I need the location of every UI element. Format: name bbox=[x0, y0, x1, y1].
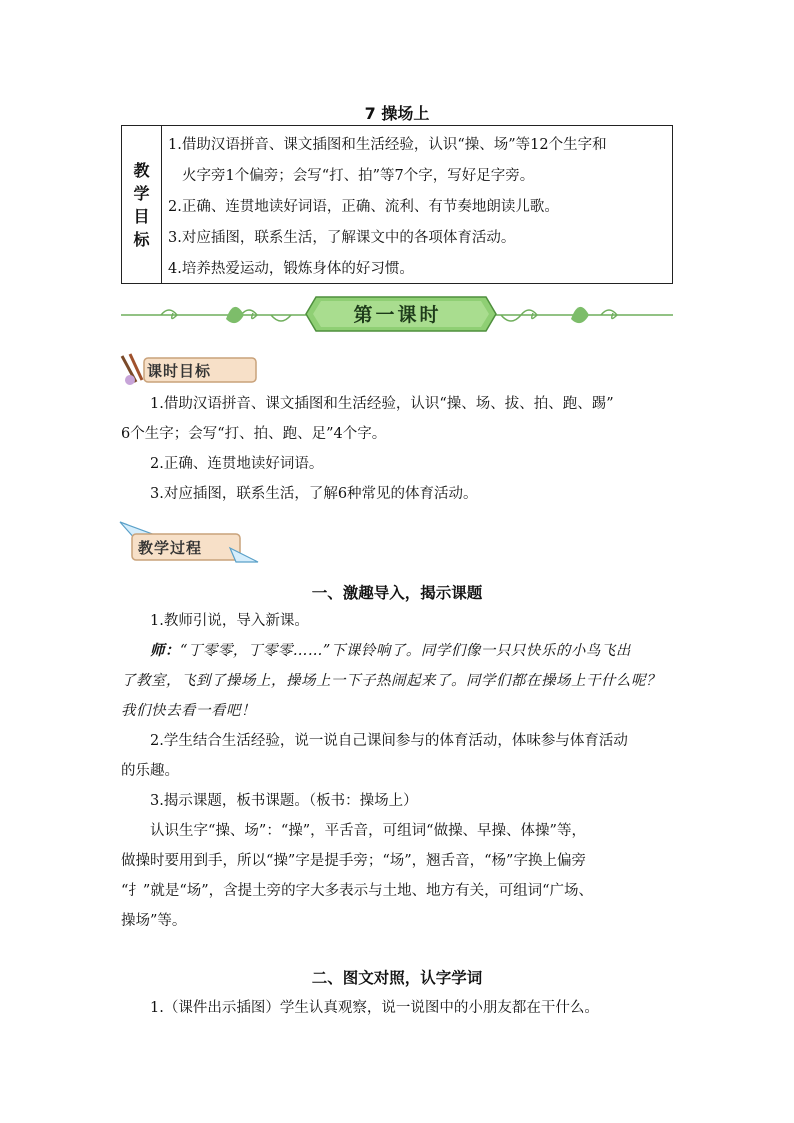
goal-item: 2.正确、连贯地读好词语。 bbox=[150, 456, 324, 472]
explain-text: 操场”等。 bbox=[121, 913, 187, 929]
section1-body bbox=[121, 606, 675, 936]
period-goals-list bbox=[121, 389, 675, 509]
objectives-label-char: 目 bbox=[133, 206, 150, 226]
teacher-speech-line: “丁零零，丁零零……”下课铃响了。同学们像一只只快乐的小鸟飞出 bbox=[180, 643, 631, 659]
objectives-label-char: 教 bbox=[133, 160, 150, 180]
goal-item: 6个生字；会写“打、拍、跑、足”4个字。 bbox=[121, 426, 387, 442]
teacher-label: 师： bbox=[150, 642, 180, 659]
leaf-right-icon bbox=[571, 307, 589, 323]
leaf-left-icon bbox=[226, 307, 244, 323]
process-tag-text: 教学过程 bbox=[138, 539, 203, 557]
goal-item: 3.对应插图，联系生活，了解6种常见的体育活动。 bbox=[150, 486, 478, 502]
step-text: 的乐趣。 bbox=[121, 763, 179, 779]
objectives-table bbox=[121, 125, 673, 284]
teacher-speech-line: 了教室，飞到了操场上，操场上一下子热闹起来了。同学们都在操场上干什么呢？ bbox=[121, 673, 661, 689]
section2-body bbox=[121, 993, 675, 1023]
lesson-title: 7 操场上 bbox=[364, 104, 430, 123]
objectives-label-char: 学 bbox=[133, 183, 150, 203]
objectives-label-char: 标 bbox=[133, 229, 150, 249]
step-text: 3.揭示课题，板书课题。（板书：操场上） bbox=[150, 793, 418, 809]
goal-item: 1.借助汉语拼音、课文插图和生活经验，认识“操、场、拔、拍、跑、踢” bbox=[150, 396, 614, 412]
period-goals-tag-text: 课时目标 bbox=[147, 362, 212, 380]
objective-item: 3.对应插图，联系生活，了解课文中的各项体育活动。 bbox=[168, 230, 516, 246]
teacher-speech bbox=[121, 636, 675, 666]
vine-left-decoration bbox=[121, 310, 306, 321]
step-text: 1.（课件出示插图）学生认真观察，说一说图中的小朋友都在干什么。 bbox=[150, 1000, 599, 1016]
objectives-list bbox=[162, 126, 672, 283]
objective-item: 1.借助汉语拼音、课文插图和生活经验，认识“操、场”等12个生字和 bbox=[168, 137, 607, 153]
teacher-speech-line: 我们快去看一看吧！ bbox=[121, 703, 256, 719]
objective-item: 火字旁1个偏旁；会写“打、拍”等7个字，写好足字旁。 bbox=[182, 168, 535, 184]
brush-icon bbox=[122, 354, 142, 385]
explain-text: 认识生字“操、场”：“操”，平舌音，可组词“做操、早操、体操”等， bbox=[150, 823, 586, 839]
explain-text: “扌”就是“场”，含提土旁的字大多表示与土地、地方有关，可组词“广场、 bbox=[121, 883, 594, 899]
step-text: 1.教师引说，导入新课。 bbox=[150, 613, 309, 629]
step-text: 2.学生结合生活经验，说一说自己课间参与的体育活动，体味参与体育活动 bbox=[150, 733, 628, 749]
banner-text: 第一课时 bbox=[353, 304, 442, 326]
objective-item: 4.培养热爱运动，锻炼身体的好习惯。 bbox=[168, 261, 414, 277]
objectives-label bbox=[122, 126, 162, 283]
explain-text: 做操时要用到手，所以“操”字是提手旁；“场”，翘舌音，“杨”字换上偏旁 bbox=[121, 853, 586, 869]
section2-heading: 二、图文对照，认字学词 bbox=[311, 969, 483, 987]
section1-heading: 一、激趣导入，揭示课题 bbox=[311, 584, 483, 602]
objective-item: 2.正确、连贯地读好词语，正确、流利、有节奏地朗读儿歌。 bbox=[168, 199, 559, 215]
